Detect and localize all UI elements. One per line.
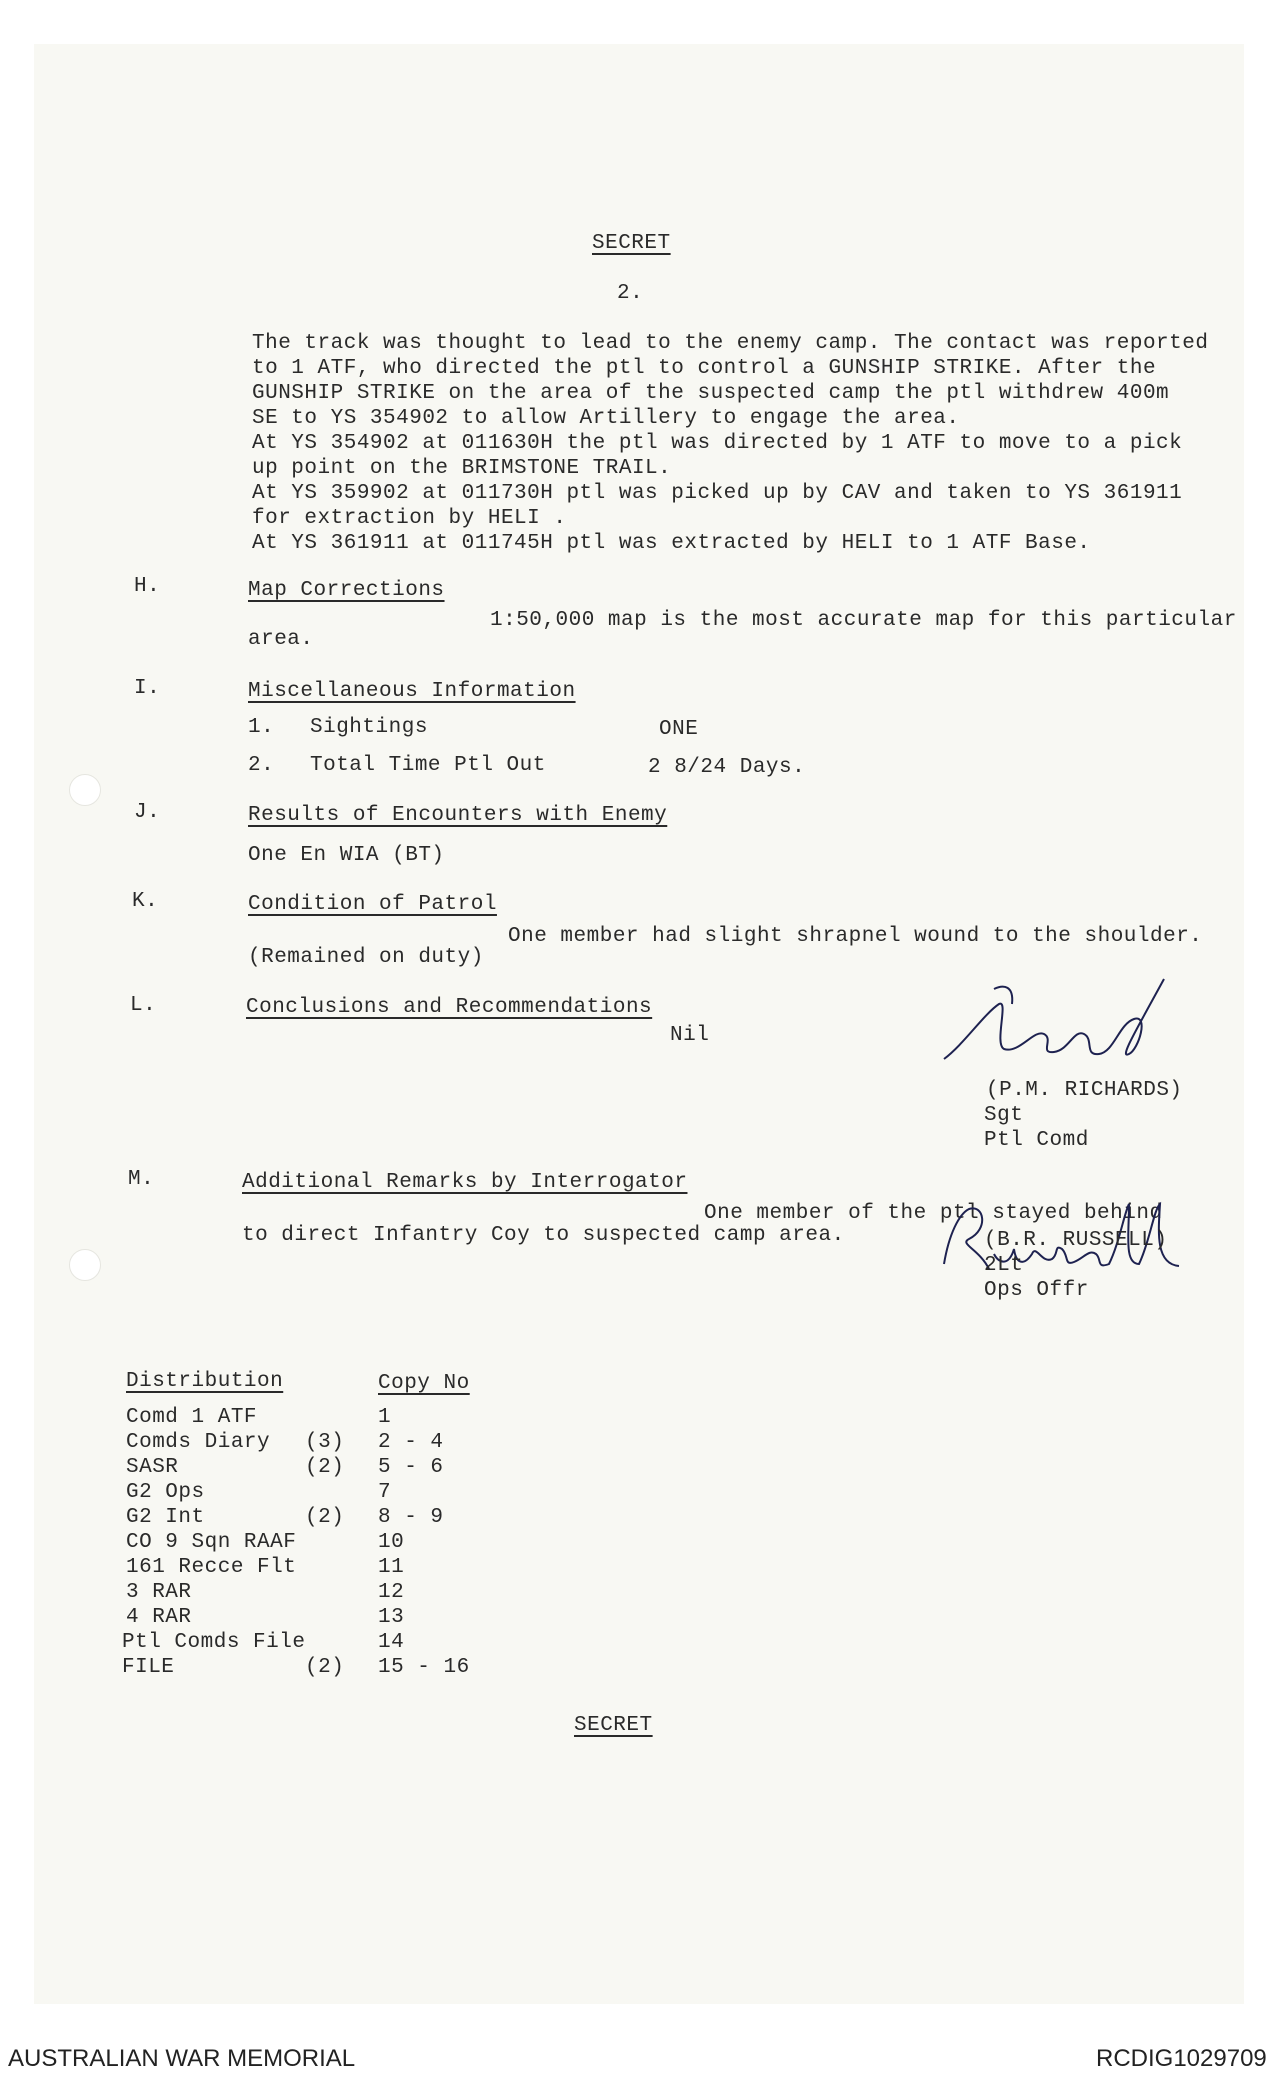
distribution-addressee: SASR [126,1456,179,1479]
distribution-addressee: 161 Recce Flt [126,1556,297,1579]
section-i-heading: Miscellaneous Information [248,680,576,703]
section-k-text-cont: (Remained on duty) [248,946,484,969]
distribution-copy: 7 [378,1481,392,1504]
distribution-header: Distribution [126,1370,284,1393]
classification-header: SECRET [592,232,671,255]
section-h-letter: H. [134,575,161,598]
distribution-addressee: Comd 1 ATF [126,1406,258,1429]
narrative-line: up point on the BRIMSTONE TRAIL. [252,457,672,480]
distribution-copy: 10 [378,1531,405,1554]
russell-name: (B.R. RUSSELL) [984,1229,1168,1252]
sighting-number: 1. [248,716,275,739]
distribution-copy: 15 - 16 [378,1656,470,1679]
distribution-copy: 5 - 6 [378,1456,444,1479]
document-page [34,44,1244,2004]
sighting-value: ONE [659,718,699,741]
richards-signature [934,974,1194,1074]
section-i-letter: I. [134,677,161,700]
page-number: 2. [617,282,644,305]
distribution-addressee: G2 Int [126,1506,205,1529]
section-m-text-cont: to direct Infantry Coy to suspected camp area. [242,1224,845,1247]
richards-rank: Sgt [984,1104,1024,1127]
narrative-line: The track was thought to lead to the enemy camp. The contact was reported [252,332,1209,355]
section-j-heading: Results of Encounters with Enemy [248,804,668,827]
distribution-addressee: Comds Diary [126,1431,271,1454]
section-j-text: One En WIA (BT) [248,844,445,867]
archive-label: AUSTRALIAN WAR MEMORIAL [8,2045,356,2072]
distribution-addressee: Ptl Comds File [122,1631,306,1654]
copy-no-header: Copy No [378,1372,470,1395]
richards-role: Ptl Comd [984,1129,1089,1152]
distribution-qty: (2) [305,1506,345,1529]
sighting-label: Sightings [310,716,428,739]
narrative-line: At YS 361911 at 011745H ptl was extracted by HELI to 1 ATF Base. [252,532,1091,555]
section-m-letter: M. [128,1168,155,1191]
archive-record-id: RCDIG1029709 [1096,2045,1267,2072]
section-m-text: One member of the ptl stayed behind [704,1202,1163,1225]
distribution-copy: 11 [378,1556,405,1579]
distribution-addressee: G2 Ops [126,1481,205,1504]
distribution-addressee: CO 9 Sqn RAAF [126,1531,297,1554]
richards-name: (P.M. RICHARDS) [986,1079,1183,1102]
distribution-addressee: FILE [122,1656,175,1679]
section-m-heading: Additional Remarks by Interrogator [242,1171,688,1194]
time-out-number: 2. [248,754,275,777]
section-l-heading: Conclusions and Recommendations [246,996,653,1019]
distribution-addressee: 4 RAR [126,1606,192,1629]
distribution-copy: 2 - 4 [378,1431,444,1454]
distribution-copy: 13 [378,1606,405,1629]
narrative-line: GUNSHIP STRIKE on the area of the suspected camp the ptl withdrew 400m [252,382,1170,405]
punch-hole-lower [69,1249,101,1281]
russell-role: Ops Offr [984,1279,1089,1302]
section-h-text: 1:50,000 map is the most accurate map for this particular [490,609,1237,632]
section-l-letter: L. [130,994,157,1017]
section-k-text: One member had slight shrapnel wound to the shoulder. [508,925,1203,948]
section-k-letter: K. [132,890,159,913]
distribution-copy: 8 - 9 [378,1506,444,1529]
distribution-qty: (2) [305,1456,345,1479]
section-j-letter: J. [134,801,161,824]
narrative-line: SE to YS 354902 to allow Artillery to engage the area. [252,407,960,430]
distribution-copy: 14 [378,1631,405,1654]
time-out-value: 2 8/24 Days. [648,756,806,779]
section-l-text: Nil [670,1024,710,1047]
distribution-addressee: 3 RAR [126,1581,192,1604]
narrative-line: At YS 359902 at 011730H ptl was picked up by CAV and taken to YS 361911 [252,482,1183,505]
narrative-line: for extraction by HELI . [252,507,567,530]
distribution-copy: 12 [378,1581,405,1604]
narrative-line: to 1 ATF, who directed the ptl to control a GUNSHIP STRIKE. After the [252,357,1157,380]
distribution-qty: (2) [305,1656,345,1679]
time-out-label: Total Time Ptl Out [310,754,546,777]
punch-hole-upper [69,774,101,806]
distribution-copy: 1 [378,1406,392,1429]
distribution-qty: (3) [305,1431,345,1454]
section-h-text-cont: area. [248,628,314,651]
section-k-heading: Condition of Patrol [248,893,497,916]
classification-footer: SECRET [574,1714,653,1737]
section-h-heading: Map Corrections [248,579,445,602]
narrative-line: At YS 354902 at 011630H the ptl was directed by 1 ATF to move to a pick [252,432,1183,455]
russell-rank: 2Lt [984,1254,1024,1277]
